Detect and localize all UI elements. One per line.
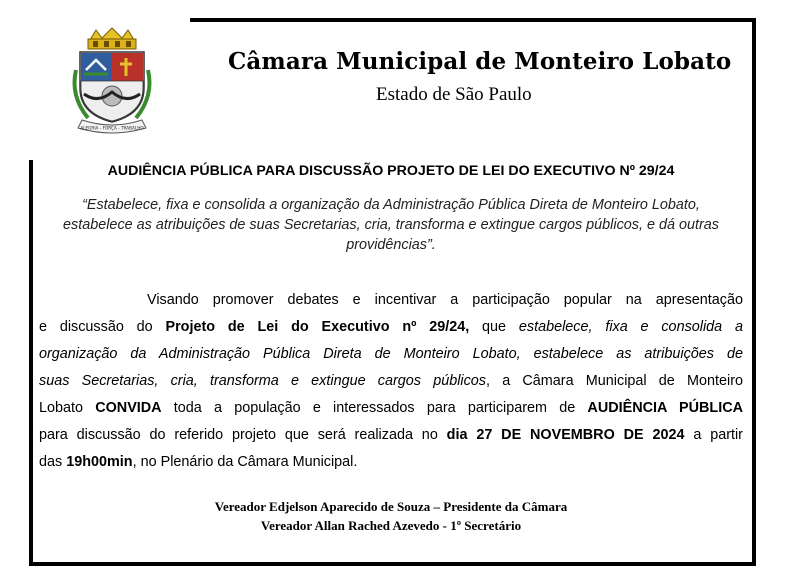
body-line-2 <box>39 317 743 337</box>
text-span: , a Câmara Municipal de Monteiro <box>486 373 743 389</box>
invite-keyword: CONVIDA <box>95 400 162 416</box>
svg-text:ALEGRIA - FORÇA - TRABALHO: ALEGRIA - FORÇA - TRABALHO <box>80 125 144 131</box>
notice-quote: “Estabelece, fixa e consolida a organização da Administração Pública Direta de Monteiro Lobato, estabelece as atribuições de suas Secretarias, cria, transforma e extingue cargos públicos, e dá outras providências”. <box>63 197 719 253</box>
text-span: das <box>39 454 67 470</box>
signature-secretary: Vereador Allan Rached Azevedo - 1º Secretário <box>260 518 522 533</box>
text-span: Lobato <box>39 400 96 416</box>
italic-span: organização da Administração Pública Direta de Monteiro Lobato, estabelece as atribuições de <box>39 346 743 362</box>
italic-span: estabelece, fixa e consolida a <box>518 319 743 335</box>
text-span: que <box>469 319 519 335</box>
event-date: dia 27 DE NOVEMBRO DE 2024 <box>446 427 685 443</box>
text-span: , no Plenário da Câmara Municipal. <box>132 454 358 470</box>
italic-span: suas Secretarias, cria, transforma e extingue cargos públicos <box>39 373 486 389</box>
text-span: e discussão do <box>39 319 166 335</box>
body-line-4 <box>39 371 743 391</box>
body-line-6 <box>39 425 743 445</box>
page-title: Câmara Municipal de Monteiro Lobato <box>228 48 732 75</box>
border-top <box>190 18 756 22</box>
municipal-coat-of-arms-icon <box>62 26 162 136</box>
text-span: toda a população e interessados para participarem de <box>161 400 588 416</box>
event-time: 19h00min <box>66 454 133 470</box>
text-span: a partir <box>684 427 743 443</box>
event-name: AUDIÊNCIA PÚBLICA <box>587 400 743 416</box>
bill-reference: Projeto de Lei do Executivo nº 29/24, <box>165 319 470 335</box>
page-subtitle: Estado de São Paulo <box>376 84 532 105</box>
body-line-5 <box>39 398 743 418</box>
border-left <box>29 160 33 566</box>
body-line-1: Visando promover debates e incentivar a participação popular na apresentação <box>147 292 743 308</box>
border-right <box>752 18 756 566</box>
notice-title: AUDIÊNCIA PÚBLICA PARA DISCUSSÃO PROJETO DE LEI DO EXECUTIVO Nº 29/24 <box>107 163 675 179</box>
body-line-3 <box>39 344 743 364</box>
body-line-7 <box>39 452 743 472</box>
signature-president: Vereador Edjelson Aparecido de Souza – Presidente da Câmara <box>214 499 568 514</box>
text-span: para discussão do referido projeto que será realizada no <box>39 427 447 443</box>
border-bottom <box>29 562 756 566</box>
